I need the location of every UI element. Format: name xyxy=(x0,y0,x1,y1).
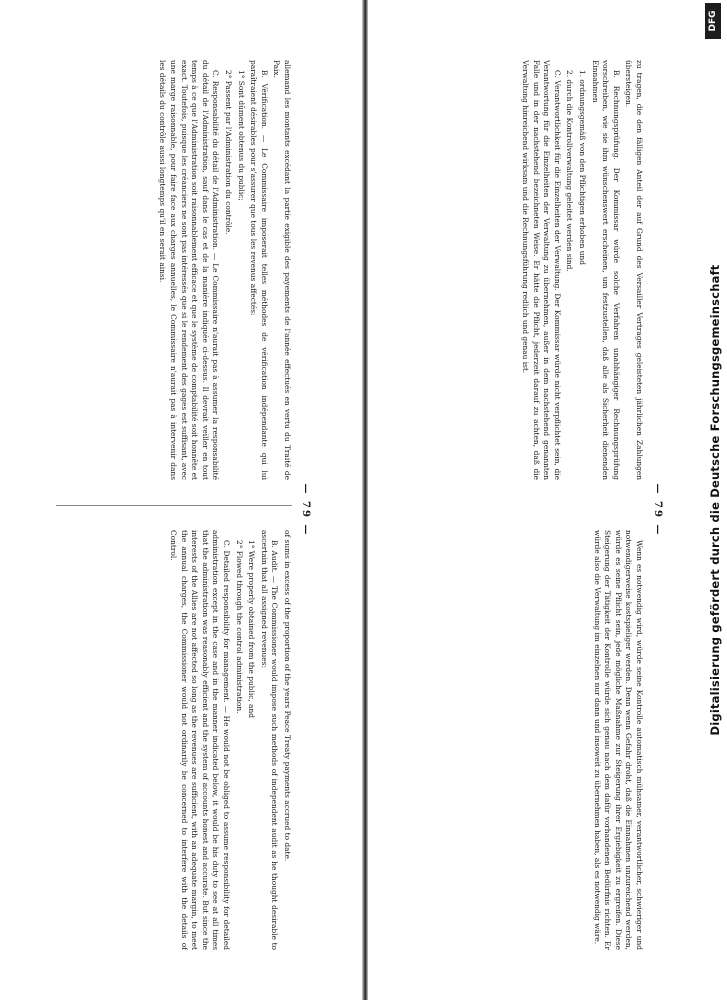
right-page-number: — 79 — xyxy=(652,483,663,537)
paragraph: zu tragen, die den fälligen Anteil der auf Grund des Versailler Vertrages geleisteten jährlichen Zahlungen übersteigen. xyxy=(624,60,644,480)
list-item: 2° Passent par l'Administration du contrôle. xyxy=(224,70,234,235)
paragraph: C. Detailed responsibility for management. — He would not be obliged to assume responsibility for detailed administration except in the case and in the manner indicated below, it would be his duty to see at all times that the administration was reasonably efficient and the system of accounts honest and accurate. But since the interests of the Allies are not affected so long as the revenues are sufficient, with an adequate margin, to meet the annual charges, the Commissioner would not ordinarily be concerned to interfere with the details of Control. xyxy=(169,530,232,950)
paragraph: allemand les montants excédant la partie exigible des payements de l'année effectués en vertu du Traité de Paix. xyxy=(272,60,292,480)
list-item: 2. durch die Kontrollverwaltung geleitet werden sind. xyxy=(565,70,575,272)
right-page xyxy=(402,60,662,960)
paragraph: B. Vérification. — Le Commissaire imposerait telles méthodes de vérification indépendante qui lui paraîtraient désirables pour s'assurer que tous les revenus affectés: xyxy=(249,60,269,480)
dfg-logo-text: DFG xyxy=(708,10,718,32)
left-page xyxy=(50,60,310,960)
paragraph: Wenn es notwendig wird, würde seine Kontrolle automatisch mühsamer, verantwortlicher, schwieriger und notwendigerweise kostspieliger werden. Denn wenn Gefahr droht, daß die Einnahmen unzureichend werden, würde es seine Pflicht sein, jede mögliche Maßnahme zur Steigerung ihrer Ergiebigkeit zu ergreifen. Diese Steigerung der Tätigkeit der Kontrolle würde sich genau nach dem dafür vorhandenen Bedürfnis richten. Er würde also die Verwaltung im einzelnen nur dann und insoweit zu übernehmen haben, als es notwendig wäre. xyxy=(592,530,644,950)
right-page-content xyxy=(402,60,662,960)
left-page-column-french xyxy=(52,60,292,480)
right-page-column-upper xyxy=(404,60,644,480)
left-page-column-english xyxy=(52,530,292,950)
list-item: 1° Were properly obtained from the public, and xyxy=(247,540,257,718)
right-page-column-lower xyxy=(404,530,644,950)
digitization-banner xyxy=(705,0,725,1000)
left-page-number: — 79 — xyxy=(300,483,311,537)
paragraph: of sums in excess of the proportion of the years Peace Treaty payments accrued to date. xyxy=(283,530,292,862)
paragraph: C. Verantwortlichkeit für die Einzelheiten der Verwaltung. Der Kommissar würde nicht verpflichtet sein, die Verantwortung für die Einzelheiten der Verwaltung zu übernehmen, außer in dem nachstehend genannten Falle und in der nachstehend bezeichneten Weise. Er hätte die Pflicht, jederzeit darauf zu achten, daß die Verwaltung hinreichend wirksam und die Rechnungsführung redlich und genau ist. xyxy=(521,60,562,480)
paragraph: B. Audit. — The Commissioner would impose such methods of independent audit as he thought desirable to ascertain that all assigned revenues: xyxy=(259,530,280,950)
list-item: 1. ordnungsgemäß von den Pflichtigen erhoben und xyxy=(578,70,588,265)
column-divider xyxy=(56,505,292,506)
paragraph: B. Rechnungsprüfung. Der Kommissar würde solche Verfahren unabhängiger Rechnungsprüfung vorschreiben, wie sie ihm wünschenswert erscheinen, um festzustellen, daß alle als Sicherheit dienenden Einnahmen xyxy=(590,60,621,480)
left-page-content xyxy=(50,60,310,960)
banner-text: Digitalisierung gefördert durch die Deutsche Forschungsgemeinschaft xyxy=(708,264,722,736)
list-item: 2° Flowed through the control administration. xyxy=(234,540,244,714)
book-gutter xyxy=(362,0,368,1000)
paragraph: C. Responsabilité du détail de l'Administration. — Le Commissaire n'aurait pas à assumer la responsabilité du détail de l'Administration, sauf dans le cas et de la manière indiquée ci-dessus. Il devrait veiller en tout temps à ce que l'Administration soit raisonnablement efficace et que le système de comptabilité soit honnête et exact. Toutefois, puisque les créanciers ne sont pas intéressés que si le rendement des gages est suffisant, avec une marge raisonnable, pour faire face aux charges annuelles, le Commissaire n'aurait pas à intervenir dans les détails du contrôle aussi longtemps qu'il en serait ainsi. xyxy=(158,60,221,480)
dfg-logo xyxy=(705,3,721,39)
list-item: 1° Sont dûment obtenus du public; xyxy=(236,70,246,201)
